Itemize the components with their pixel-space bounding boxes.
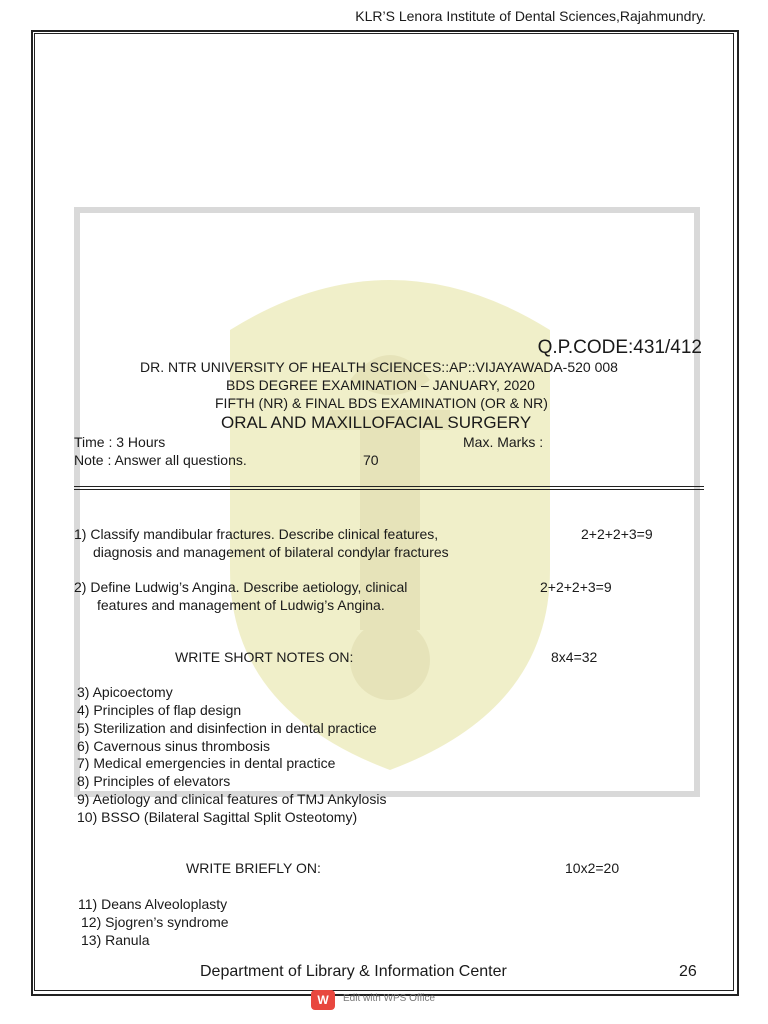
divider-top: [74, 486, 704, 487]
brief-heading: WRITE BRIEFLY ON:: [186, 860, 321, 876]
short-notes-marks: 8x4=32: [551, 649, 598, 665]
institute-header: KLR’S Lenora Institute of Dental Sciences,Rajahmundry.: [355, 8, 706, 24]
brief-item: 13) Ranula: [81, 932, 150, 948]
short-note-item: 8) Principles of elevators: [77, 773, 231, 789]
note-label: Note : Answer all questions.: [74, 452, 247, 468]
question-2-line1: 2) Define Ludwig’s Angina. Describe aetiology, clinical: [74, 579, 408, 595]
footer-department: Department of Library & Information Center: [200, 963, 507, 980]
short-notes-heading: WRITE SHORT NOTES ON:: [175, 649, 354, 665]
short-note-item: 4) Principles of flap design: [77, 702, 242, 718]
brief-marks: 10x2=20: [565, 860, 620, 876]
divider-bottom: [74, 489, 704, 490]
exam-level: FIFTH (NR) & FINAL BDS EXAMINATION (OR & NR): [215, 395, 548, 411]
question-2-line2: features and management of Ludwig’s Angina.: [97, 597, 385, 613]
time-label: Time : 3 Hours: [74, 434, 166, 450]
page-number: 26: [679, 963, 697, 980]
short-note-item: 3) Apicoectomy: [77, 684, 173, 700]
question-2-marks: 2+2+2+3=9: [540, 579, 612, 595]
edit-with-wps-link[interactable]: Edit with WPS Office: [343, 993, 436, 1004]
question-1-marks: 2+2+2+3=9: [581, 526, 653, 542]
wps-office-icon[interactable]: W: [311, 990, 335, 1010]
exam-name: BDS DEGREE EXAMINATION – JANUARY, 2020: [226, 377, 535, 393]
short-note-item: 7) Medical emergencies in dental practice: [77, 755, 336, 771]
brief-item: 11) Deans Alveoloplasty: [78, 896, 228, 912]
short-note-item: 6) Cavernous sinus thrombosis: [77, 738, 270, 754]
qp-code: Q.P.CODE:431/412: [537, 337, 702, 358]
brief-item: 12) Sjogren’s syndrome: [81, 914, 229, 930]
short-note-item: 10) BSSO (Bilateral Sagittal Split Osteotomy): [77, 809, 358, 825]
university-name: DR. NTR UNIVERSITY OF HEALTH SCIENCES::AP::VIJAYAWADA-520 008: [140, 359, 618, 375]
subject-title: ORAL AND MAXILLOFACIAL SURGERY: [221, 413, 532, 432]
short-note-item: 5) Sterilization and disinfection in dental practice: [77, 720, 377, 736]
crest-watermark-icon: [200, 240, 580, 780]
max-marks-label: Max. Marks :: [463, 434, 544, 450]
question-1-line2: diagnosis and management of bilateral condylar fractures: [93, 544, 449, 560]
question-1-line1: 1) Classify mandibular fractures. Describe clinical features,: [74, 526, 439, 542]
short-note-item: 9) Aetiology and clinical features of TMJ Ankylosis: [77, 791, 387, 807]
max-marks-value: 70: [363, 452, 379, 468]
